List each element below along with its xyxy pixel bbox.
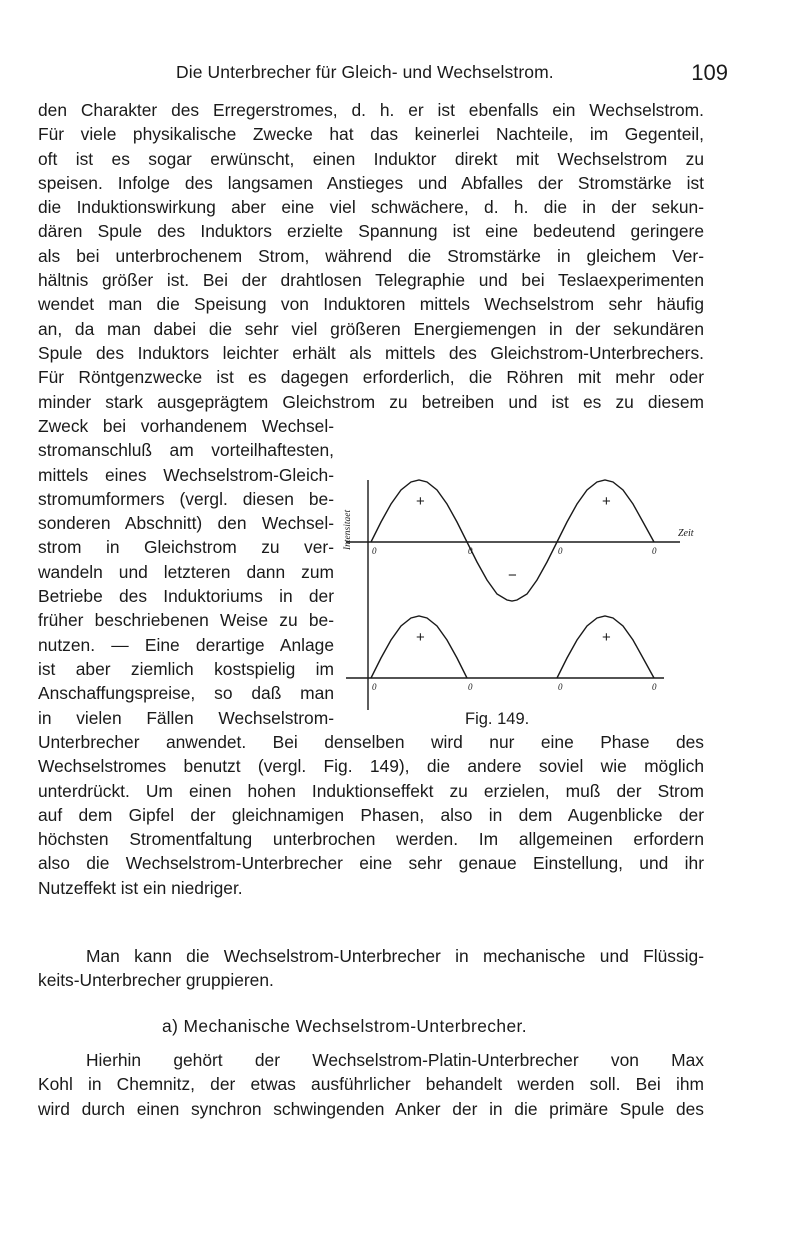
text-line: also die Wechselstrom-Unterbrecher eine sehr genaue Einstellung, und ihr — [38, 853, 704, 874]
text-line: Man kann die Wechselstrom-Unterbrecher in mechanische und Flüssig- — [86, 946, 704, 966]
text-line: stromanschluß am vorteilhaftesten, — [38, 440, 334, 461]
text-line: oft ist es sogar erwünscht, einen Induktor direkt mit Wechselstrom zu — [38, 148, 704, 169]
text-line: hältnis größer ist. Bei der drahtlosen Telegraphie und bei Teslaexperimenten — [38, 270, 704, 291]
text-line: Hierhin gehört der Wechselstrom-Platin-Unterbrecher von Max — [86, 1050, 704, 1070]
text-line: Betriebe des Induktoriums in der — [38, 586, 334, 607]
plus-sign: + — [602, 493, 611, 510]
zero-label: 0 — [652, 546, 657, 556]
text-line: Zweck bei vorhandenem Wechsel- — [38, 416, 334, 436]
y-axis-label: Intensitaet — [343, 509, 353, 550]
running-title: Die Unterbrecher für Gleich- und Wechselstrom. — [176, 62, 554, 82]
paragraph-1-beside-figure — [38, 414, 334, 730]
rectified-wave-first — [371, 616, 467, 678]
page-header — [38, 58, 728, 88]
text-line: Nutzeffekt ist ein niedriger. — [38, 877, 243, 898]
text-line: Unterbrecher anwendet. Bei denselben wird nur eine Phase des — [38, 732, 704, 752]
zero-label: 0 — [372, 546, 377, 556]
text-line: unterdrückt. Um einen hohen Induktionseffekt zu erzielen, muß der Strom — [38, 780, 704, 801]
plus-sign: + — [416, 493, 425, 510]
figure-149 — [336, 470, 696, 715]
plus-sign: + — [602, 629, 611, 646]
paragraph-1-continued — [38, 730, 704, 900]
paragraph-2 — [38, 944, 704, 993]
text-line: Wechselstromes benutzt (vergl. Fig. 149), die andere soviel wie möglich — [38, 756, 704, 777]
text-line: Spule des Induktors leichter erhält als mittels des Gleichstrom-Unterbrechers. — [38, 342, 704, 363]
text-line: Für Röntgenzwecke ist es dagegen erforderlich, die Röhren mit mehr oder — [38, 367, 704, 388]
wave-diagram — [336, 470, 696, 710]
text-line: strom in Gleichstrom zu ver- — [38, 537, 334, 558]
text-line: in vielen Fällen Wechselstrom- — [38, 707, 334, 728]
text-line: an, da man dabei die sehr viel größeren Energiemengen in der sekundären — [38, 318, 704, 339]
text-line: früher beschriebenen Weise zu be- — [38, 610, 334, 631]
text-line: keits-Unterbrecher gruppieren. — [38, 970, 274, 991]
text-line: Kohl in Chemnitz, der etwas ausführlicher behandelt werden soll. Bei ihm — [38, 1074, 704, 1095]
text-line: stromumformers (vergl. diesen be- — [38, 488, 334, 509]
zero-label: 0 — [558, 546, 563, 556]
text-line: auf dem Gipfel der gleichnamigen Phasen, also in dem Augenblicke der — [38, 804, 704, 825]
text-line: den Charakter des Erregerstromes, d. h. er ist ebenfalls ein Wechselstrom. — [38, 100, 704, 120]
text-line: die Induktionswirkung aber eine viel schwächere, d. h. die in der sekun- — [38, 197, 704, 218]
paragraph-3 — [38, 1048, 704, 1121]
text-line: Anschaffungspreise, so daß man — [38, 683, 334, 704]
text-line: wird durch einen synchron schwingenden Anker der in die primäre Spule des — [38, 1098, 704, 1119]
section-heading: a) Mechanische Wechselstrom-Unterbrecher. — [162, 1016, 527, 1036]
text-line: sonderen Abschnitt) den Wechsel- — [38, 513, 334, 534]
text-line: speisen. Infolge des langsamen Anstieges und Abfalles der Stromstärke ist — [38, 172, 704, 193]
text-line: ist aber ziemlich kostspielig im — [38, 658, 334, 679]
zero-label: 0 — [468, 546, 473, 556]
zero-label: 0 — [468, 682, 473, 692]
text-line: mittels eines Wechselstrom-Gleich- — [38, 464, 334, 485]
zero-label: 0 — [372, 682, 377, 692]
text-line: wandeln und letzteren dann zum — [38, 561, 334, 582]
page-number: 109 — [691, 60, 728, 85]
paragraph-1 — [38, 98, 704, 414]
x-axis-label: Zeit — [678, 528, 694, 539]
text-line: Für viele physikalische Zwecke hat das keinerlei Nachteile, im Gegenteil, — [38, 124, 704, 145]
minus-sign: − — [508, 567, 517, 584]
text-line: als bei unterbrochenem Strom, während die Stromstärke in gleichem Ver- — [38, 245, 704, 266]
zero-label: 0 — [652, 682, 657, 692]
text-line: dären Spule des Induktors erzielte Spannung ist eine bedeutend geringere — [38, 221, 704, 242]
plus-sign: + — [416, 629, 425, 646]
text-line: wendet man die Speisung von Induktoren mittels Wechselstrom sehr häufig — [38, 294, 704, 315]
zero-label: 0 — [558, 682, 563, 692]
text-line: minder stark ausgeprägtem Gleichstrom zu betreiben und ist es zu diesem — [38, 391, 704, 412]
text-line: höchsten Stromentfaltung unterbrochen werden. Im allgemeinen erfordern — [38, 829, 704, 850]
figure-caption: Fig. 149. — [465, 710, 530, 728]
text-line: nutzen. — Eine derartige Anlage — [38, 634, 334, 655]
rectified-wave-second — [557, 616, 654, 678]
